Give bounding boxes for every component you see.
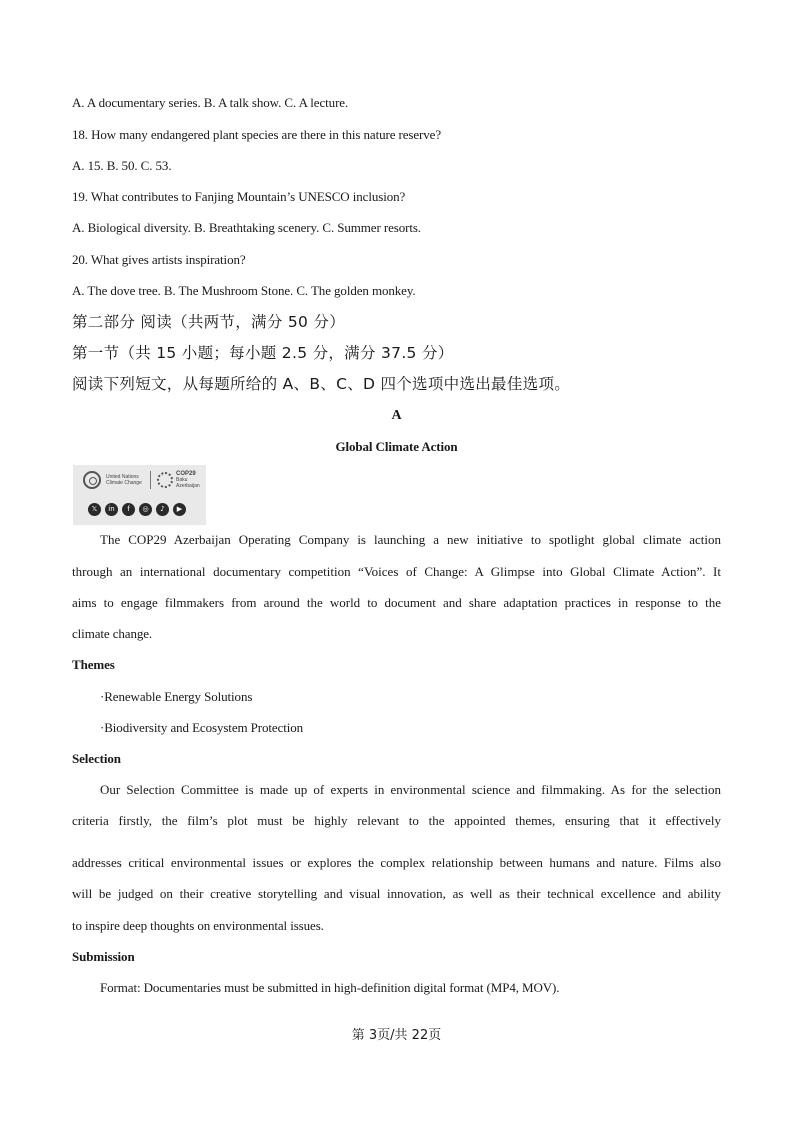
section-title: 第一节（共 15 小题；每小题 2.5 分，满分 37.5 分） (72, 344, 454, 362)
selection-line-3: addresses critical environmental issues or explores the complex relationship between humans and nature. Films also (72, 855, 721, 870)
intro-line-3: aims to engage filmmakers from around the world to document and share adaptation practices in response to the (72, 595, 721, 610)
q20-options: A. The dove tree. B. The Mushroom Stone. C. The golden monkey. (72, 283, 416, 298)
q19-question: 19. What contributes to Fanjing Mountain’s UNESCO inclusion? (72, 189, 406, 204)
un-logo-text: United Nations Climate Change (106, 474, 142, 486)
intro-line-2: through an international documentary competition “Voices of Change: A Glimpse into Global Climate Action”. It (72, 564, 721, 579)
selection-line-2: criteria firstly, the film’s plot must be highly relevant to the appointed themes, ensuring that it effectively (72, 813, 721, 828)
q19-options: A. Biological diversity. B. Breathtaking scenery. C. Summer resorts. (72, 220, 421, 235)
part-title: 第二部分 阅读（共两节，满分 50 分） (72, 313, 346, 331)
theme-item: ·Biodiversity and Ecosystem Protection (100, 720, 304, 735)
social-icons (88, 503, 186, 516)
un-emblem-icon (83, 471, 101, 489)
cop29-logo-image (73, 465, 206, 525)
intro-line-4: climate change. (72, 626, 153, 641)
youtube-icon: ▶ (173, 503, 186, 516)
cop29-emblem-icon (157, 472, 173, 488)
q18-question: 18. How many endangered plant species are there in this nature reserve? (72, 127, 442, 142)
q17-options: A. A documentary series. B. A talk show. C. A lecture. (72, 95, 349, 110)
theme-item: ·Renewable Energy Solutions (100, 689, 253, 704)
submission-heading: Submission (72, 949, 135, 964)
page-footer: 第 3页/共 22页 (351, 1028, 442, 1043)
q20-question: 20. What gives artists inspiration? (72, 252, 246, 267)
selection-line-1: Our Selection Committee is made up of experts in environmental science and filmmaking. As for the selection (100, 782, 721, 797)
q18-options: A. 15. B. 50. C. 53. (72, 158, 172, 173)
selection-heading: Selection (72, 751, 121, 766)
cop29-logo-subtitle: Baku Azerbaijan (176, 477, 200, 489)
passage-letter: A (391, 408, 402, 423)
selection-line-5: to inspire deep thoughts on environmental issues. (72, 918, 324, 933)
instagram-icon: ◎ (139, 503, 152, 516)
cop29-logo-title: COP29 (176, 471, 196, 477)
logo-divider (150, 471, 151, 489)
themes-heading: Themes (72, 657, 115, 672)
linkedin-icon: in (105, 503, 118, 516)
submission-format: Format: Documentaries must be submitted in high-definition digital format (MP4, MOV). (100, 980, 560, 995)
intro-line-1: The COP29 Azerbaijan Operating Company is launching a new initiative to spotlight global climate action (100, 532, 721, 547)
x-icon: 𝕏 (88, 503, 101, 516)
instruction: 阅读下列短文，从每题所给的 A、B、C、D 四个选项中选出最佳选项。 (72, 375, 571, 393)
tiktok-icon: ♪ (156, 503, 169, 516)
passage-title: Global Climate Action (335, 439, 458, 454)
selection-line-4: will be judged on their creative storytelling and visual innovation, as well as their technical excellence and ability (72, 886, 721, 901)
facebook-icon: f (122, 503, 135, 516)
